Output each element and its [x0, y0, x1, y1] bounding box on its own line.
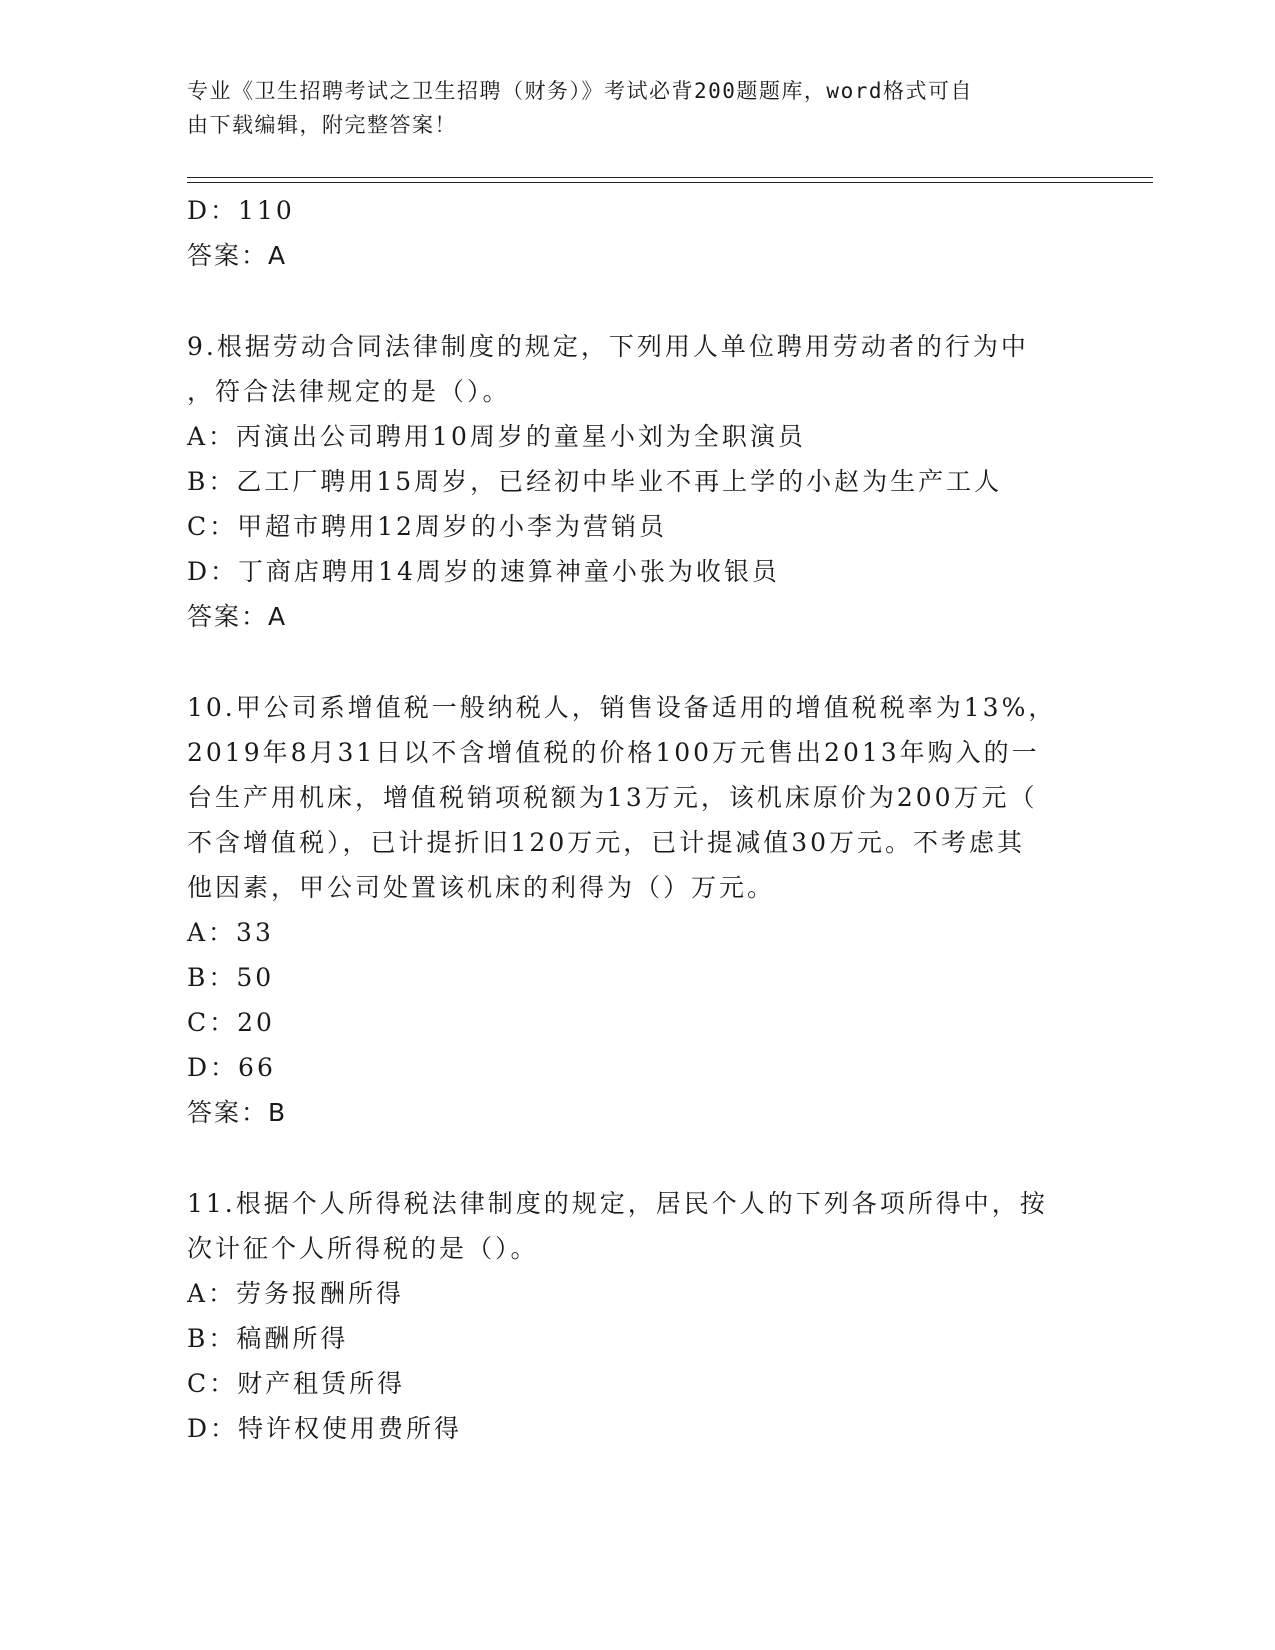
option-b: B：稿酬所得 — [187, 1324, 349, 1353]
previous-question-tail — [187, 188, 1087, 278]
option-a: A：丙演出公司聘用10周岁的童星小刘为全职演员 — [187, 422, 806, 451]
question-stem-line: 他因素，甲公司处置该机床的利得为（）万元。 — [187, 873, 776, 902]
header-rule-top — [187, 177, 1153, 178]
header-line-1: 专业《卫生招聘考试之卫生招聘（财务）》考试必背200题题库，word格式可自 — [187, 79, 973, 103]
answer-line: 答案：A — [187, 602, 288, 631]
option-a: A：劳务报酬所得 — [187, 1279, 405, 1308]
question-10 — [187, 685, 1087, 1135]
spacer — [187, 639, 1087, 685]
option-a: A：33 — [187, 918, 274, 947]
option-c: C：20 — [187, 1008, 275, 1037]
spacer — [187, 278, 1087, 324]
question-9 — [187, 324, 1087, 639]
option-c: C：财产租赁所得 — [187, 1369, 406, 1398]
option-b: B：乙工厂聘用15周岁，已经初中毕业不再上学的小赵为生产工人 — [187, 467, 1003, 496]
header-line-2: 由下载编辑，附完整答案！ — [187, 113, 457, 137]
option-d: D：丁商店聘用14周岁的速算神童小张为收银员 — [187, 557, 780, 586]
document-body — [187, 188, 1087, 1451]
option-d: D：66 — [187, 1053, 276, 1082]
option-d: D：特许权使用费所得 — [187, 1414, 463, 1443]
option-d: D：110 — [187, 196, 295, 225]
question-11 — [187, 1181, 1087, 1451]
option-b: B：50 — [187, 963, 275, 992]
header-rule-bottom — [187, 182, 1153, 183]
answer-line: 答案：A — [187, 241, 288, 270]
question-stem-line: 10.甲公司系增值税一般纳税人，销售设备适用的增值税税率为13%， — [187, 693, 1057, 722]
option-c: C：甲超市聘用12周岁的小李为营销员 — [187, 512, 667, 541]
question-stem-line: ，符合法律规定的是（）。 — [187, 377, 511, 406]
question-stem-line: 2019年8月31日以不含增值税的价格100万元售出2013年购入的一 — [187, 738, 1040, 767]
document-header — [187, 74, 1087, 142]
question-stem-line: 次计征个人所得税的是（）。 — [187, 1234, 539, 1263]
question-stem-line: 11.根据个人所得税法律制度的规定，居民个人的下列各项所得中，按 — [187, 1189, 1048, 1218]
spacer — [187, 1135, 1087, 1181]
answer-line: 答案：B — [187, 1098, 288, 1127]
question-stem-line: 不含增值税），已计提折旧120万元，已计提减值30万元。不考虑其 — [187, 828, 1026, 857]
question-stem-line: 9.根据劳动合同法律制度的规定，下列用人单位聘用劳动者的行为中 — [187, 332, 1029, 361]
question-stem-line: 台生产用机床，增值税销项税额为13万元，该机床原价为200万元（ — [187, 783, 1038, 812]
